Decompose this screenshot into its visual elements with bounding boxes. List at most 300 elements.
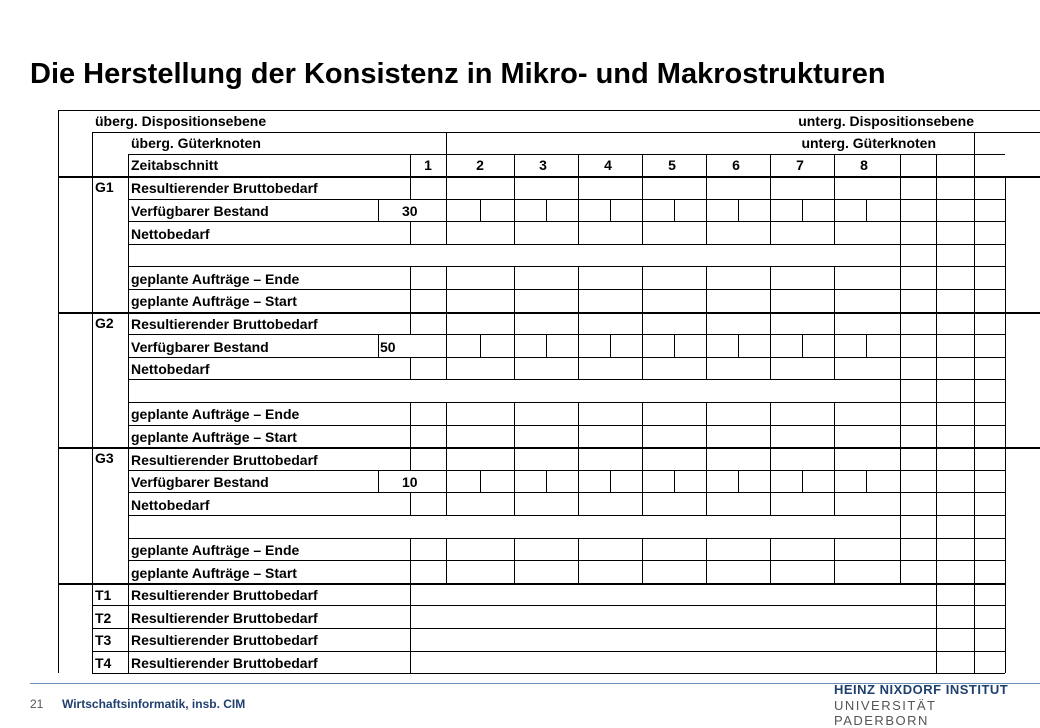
grid-line (834, 154, 835, 176)
grid-line (92, 605, 1005, 606)
grid-line (706, 425, 707, 448)
grid-line (58, 583, 1005, 585)
grid-line (936, 492, 937, 515)
grid-line (936, 199, 937, 222)
grid-line (974, 266, 975, 289)
period-header-7: 7 (796, 157, 804, 173)
grid-line (974, 515, 975, 538)
period-header-3: 3 (539, 157, 547, 173)
grid-line (514, 199, 515, 222)
grid-line (706, 221, 707, 244)
grid-line (706, 334, 707, 357)
grid-line (936, 470, 937, 493)
grid-line (446, 402, 447, 425)
footer-text: Wirtschaftsinformatik, insb. CIM (62, 697, 246, 711)
grid-line (936, 425, 937, 448)
row-label: Verfügbarer Bestand (131, 202, 269, 219)
grid-line (128, 605, 129, 628)
grid-line (446, 538, 447, 561)
grid-line (900, 470, 901, 493)
grid-line (642, 266, 643, 289)
grid-line (642, 447, 643, 470)
row-label: Nettobedarf (131, 361, 210, 378)
grid-line (446, 560, 447, 583)
grid-line (610, 470, 611, 493)
grid-line (866, 199, 867, 222)
grid-line (446, 221, 447, 244)
upper-node-label: überg. Güterknoten (131, 135, 261, 151)
grid-line (610, 199, 611, 222)
grid-line (514, 447, 515, 470)
grid-line (974, 334, 975, 357)
row-label: Resultierender Bruttobedarf (131, 315, 318, 332)
grid-line (410, 176, 411, 199)
grid-line (900, 447, 901, 470)
grid-line (410, 447, 411, 470)
row-label: geplante Aufträge – Ende (131, 406, 300, 423)
grid-line (936, 560, 937, 583)
row-label: Verfügbarer Bestand (131, 474, 269, 491)
grid-line (770, 447, 771, 470)
grid-line (128, 289, 1005, 290)
grid-line (446, 132, 447, 154)
grid-line (834, 357, 835, 380)
grid-line (514, 402, 515, 425)
grid-line (900, 583, 936, 585)
grid-line (974, 132, 975, 176)
grid-line (674, 334, 675, 357)
grid-line (834, 312, 835, 335)
grid-line (514, 357, 515, 380)
grid-line (936, 583, 937, 606)
row-label: geplante Aufträge – Start (131, 564, 297, 581)
part-id-t4: T4 (95, 654, 112, 671)
grid-line (642, 492, 643, 515)
grid-line (770, 538, 771, 561)
grid-line (936, 628, 937, 651)
grid-line (514, 266, 515, 289)
part-id-t2: T2 (95, 609, 112, 626)
grid-line (770, 312, 771, 335)
grid-line (834, 560, 835, 583)
grid-line (834, 447, 835, 470)
grid-line (974, 628, 975, 651)
lower-level-label: unterg. Dispositionsebene (798, 113, 974, 129)
grid-line (834, 266, 835, 289)
grid-line (936, 447, 937, 470)
grid-line (770, 176, 771, 199)
grid-line (706, 266, 707, 289)
grid-line (834, 334, 835, 357)
grid-line (514, 560, 515, 583)
grid-line (514, 492, 515, 515)
grid-line (900, 402, 901, 425)
page-title: Die Herstellung der Konsistenz in Mikro- und Makrostrukturen (30, 58, 886, 90)
grid-line (770, 266, 771, 289)
grid-line (802, 199, 803, 222)
grid-line (446, 492, 447, 515)
grid-line (92, 628, 1005, 629)
period-header-1: 1 (424, 157, 432, 173)
row-label: Resultierender Bruttobedarf (131, 587, 318, 604)
grid-line (834, 402, 835, 425)
grid-line (514, 176, 515, 199)
grid-line (974, 538, 975, 561)
period-header-5: 5 (668, 157, 676, 173)
grid-line (834, 425, 835, 448)
grid-line (706, 492, 707, 515)
grid-line (514, 154, 515, 176)
grid-line (128, 334, 1005, 335)
grid-line (546, 334, 547, 357)
row-label: Nettobedarf (131, 496, 210, 513)
institute-logo (834, 682, 1014, 728)
grid-line (834, 538, 835, 561)
grid-line (936, 289, 937, 312)
grid-line (128, 154, 129, 176)
grid-line (900, 289, 901, 312)
grid-line (410, 605, 411, 628)
grid-line (834, 470, 835, 493)
grid-line (410, 266, 411, 289)
grid-line (642, 221, 643, 244)
grid-line (128, 379, 1005, 380)
grid-line (514, 334, 515, 357)
grid-line (974, 244, 975, 267)
grid-line (770, 560, 771, 583)
grid-line (936, 357, 937, 380)
grid-line (974, 199, 975, 222)
grid-line (900, 176, 901, 199)
grid-line (936, 334, 937, 357)
grid-line (92, 132, 1040, 133)
group-id-g2: G2 (95, 314, 114, 331)
grid-line (610, 334, 611, 357)
grid-line (936, 176, 937, 199)
grid-line (642, 560, 643, 583)
grid-line (706, 199, 707, 222)
row-label: geplante Aufträge – Start (131, 293, 297, 310)
grid-line (578, 199, 579, 222)
grid-line (128, 357, 1005, 358)
grid-line (900, 515, 901, 538)
grid-line (128, 583, 129, 606)
grid-line (642, 425, 643, 448)
grid-line (578, 266, 579, 289)
grid-line (578, 470, 579, 493)
grid-line (128, 154, 1005, 155)
grid-line (480, 470, 481, 493)
row-label: Verfügbarer Bestand (131, 338, 269, 355)
grid-line (936, 244, 937, 267)
grid-line (900, 154, 901, 176)
grid-line (578, 492, 579, 515)
grid-line (578, 176, 579, 199)
grid-line (974, 492, 975, 515)
grid-line (378, 470, 379, 493)
grid-line (480, 199, 481, 222)
grid-line (770, 221, 771, 244)
row-label: Resultierender Bruttobedarf (131, 180, 318, 197)
grid-line (834, 492, 835, 515)
grid-line (446, 154, 447, 176)
grid-line (866, 334, 867, 357)
grid-line (974, 289, 975, 312)
grid-line (128, 447, 129, 583)
grid-line (378, 199, 379, 222)
grid-line (578, 334, 579, 357)
grid-line (936, 221, 937, 244)
grid-line (578, 560, 579, 583)
grid-line (900, 334, 901, 357)
grid-line (936, 538, 937, 561)
row-label: Resultierender Bruttobedarf (131, 632, 318, 649)
grid-line (128, 312, 129, 448)
grid-line (936, 402, 937, 425)
grid-line (642, 334, 643, 357)
grid-line (58, 176, 59, 673)
group-id-g1: G1 (95, 179, 114, 195)
grid-line (578, 357, 579, 380)
grid-line (974, 560, 975, 583)
grid-line (834, 176, 835, 199)
row-label: Resultierender Bruttobedarf (131, 654, 318, 671)
grid-line (974, 425, 975, 448)
grid-line (974, 379, 975, 402)
grid-line (410, 289, 411, 312)
grid-line (446, 199, 447, 222)
page-number: 21 (30, 697, 44, 711)
grid-line (738, 470, 739, 493)
grid-line (58, 110, 59, 176)
grid-line (770, 154, 771, 176)
grid-line (770, 492, 771, 515)
grid-line (642, 402, 643, 425)
grid-line (578, 312, 579, 335)
row-label: geplante Aufträge – Ende (131, 541, 300, 558)
period-header-8: 8 (860, 157, 868, 173)
grid-line (900, 425, 901, 448)
grid-line (446, 334, 447, 357)
grid-line (936, 312, 937, 335)
grid-line (642, 470, 643, 493)
grid-line (706, 154, 707, 176)
grid-line (128, 244, 1005, 245)
grid-line (834, 289, 835, 312)
grid-line (706, 538, 707, 561)
grid-line (410, 583, 411, 606)
grid-line (936, 651, 937, 674)
grid-line (738, 199, 739, 222)
lower-node-label: unterg. Güterknoten (801, 135, 936, 151)
grid-line (706, 289, 707, 312)
grid-line (546, 199, 547, 222)
grid-line (706, 470, 707, 493)
grid-line (446, 447, 447, 470)
logo-line-1: HEINZ NIXDORF INSTITUT (834, 682, 1009, 697)
grid-line (128, 266, 1005, 267)
grid-line (578, 402, 579, 425)
logo-line-2: UNIVERSITÄT PADERBORN (834, 698, 937, 728)
grid-line (802, 334, 803, 357)
grid-line (706, 447, 707, 470)
row-label: Resultierender Bruttobedarf (131, 451, 318, 468)
grid-line (900, 379, 901, 402)
grid-line (480, 334, 481, 357)
grid-line (410, 402, 411, 425)
grid-line (446, 266, 447, 289)
upper-level-label: überg. Dispositionsebene (95, 113, 267, 129)
part-id-t3: T3 (95, 632, 112, 649)
period-header-2: 2 (476, 157, 484, 173)
grid-line (128, 515, 1005, 516)
grid-line (974, 583, 975, 606)
grid-line (674, 470, 675, 493)
grid-line (410, 628, 411, 651)
grid-line (900, 312, 901, 335)
stock-value: 10 (402, 474, 418, 491)
grid-line (866, 470, 867, 493)
grid-line (974, 221, 975, 244)
grid-line (514, 312, 515, 335)
grid-line (410, 312, 411, 335)
grid-line (514, 470, 515, 493)
grid-line (92, 673, 1005, 674)
grid-line (770, 470, 771, 493)
grid-line (770, 425, 771, 448)
grid-line (802, 470, 803, 493)
grid-line (410, 492, 411, 515)
grid-line (974, 447, 975, 470)
grid-line (674, 199, 675, 222)
grid-line (514, 221, 515, 244)
grid-line (446, 425, 447, 448)
grid-line (410, 538, 411, 561)
grid-line (92, 651, 93, 674)
grid-line (706, 312, 707, 335)
grid-line (92, 605, 93, 628)
grid-line (446, 470, 447, 493)
grid-line (578, 447, 579, 470)
period-header-4: 4 (604, 157, 612, 173)
grid-line (1005, 176, 1006, 673)
grid-line (900, 357, 901, 380)
grid-line (770, 199, 771, 222)
grid-line (706, 402, 707, 425)
grid-line (446, 357, 447, 380)
grid-line (410, 560, 411, 583)
grid-line (900, 266, 901, 289)
row-label: Nettobedarf (131, 225, 210, 242)
grid-line (642, 199, 643, 222)
grid-line (378, 334, 379, 357)
grid-line (578, 425, 579, 448)
grid-line (578, 154, 579, 176)
stock-value: 50 (380, 338, 396, 355)
grid-line (92, 628, 93, 651)
grid-line (936, 266, 937, 289)
part-id-t1: T1 (95, 587, 112, 604)
grid-line (936, 379, 937, 402)
grid-line (770, 402, 771, 425)
grid-line (974, 605, 975, 628)
grid-line (900, 538, 901, 561)
grid-line (410, 651, 411, 674)
grid-line (706, 560, 707, 583)
grid-line (446, 176, 447, 199)
grid-line (92, 132, 93, 176)
grid-line (128, 470, 1005, 471)
grid-line (128, 628, 129, 651)
grid-line (900, 492, 901, 515)
grid-line (514, 289, 515, 312)
grid-line (974, 651, 975, 674)
period-label: Zeitabschnitt (131, 157, 219, 173)
grid-line (642, 289, 643, 312)
grid-line (128, 199, 1005, 200)
grid-line (770, 334, 771, 357)
grid-line (128, 402, 1005, 403)
grid-line (936, 515, 937, 538)
grid-line (900, 560, 901, 583)
grid-line (514, 425, 515, 448)
grid-line (92, 176, 93, 673)
grid-line (974, 357, 975, 380)
grid-line (446, 312, 447, 335)
grid-line (706, 357, 707, 380)
grid-line (92, 583, 93, 606)
grid-line (410, 154, 411, 176)
grid-line (128, 221, 1005, 222)
grid-line (128, 492, 1005, 493)
grid-line (514, 538, 515, 561)
grid-line (546, 470, 547, 493)
row-label: Resultierender Bruttobedarf (131, 609, 318, 626)
grid-line (936, 605, 937, 628)
grid-line (128, 176, 129, 312)
grid-line (974, 402, 975, 425)
grid-line (974, 470, 975, 493)
row-label: geplante Aufträge – Start (131, 428, 297, 445)
grid-line (900, 199, 901, 222)
grid-line (410, 425, 411, 448)
grid-line (92, 651, 1005, 652)
grid-line (128, 425, 1005, 426)
period-header-6: 6 (732, 157, 740, 173)
grid-line (410, 357, 411, 380)
grid-line (578, 538, 579, 561)
grid-line (834, 199, 835, 222)
grid-line (770, 289, 771, 312)
grid-line (738, 334, 739, 357)
row-label: geplante Aufträge – Ende (131, 270, 300, 287)
grid-line (900, 244, 901, 267)
grid-line (706, 176, 707, 199)
grid-line (446, 289, 447, 312)
grid-line (900, 221, 901, 244)
grid-line (58, 176, 1040, 178)
grid-line (642, 538, 643, 561)
grid-line (834, 221, 835, 244)
grid-line (974, 176, 975, 199)
grid-line (58, 447, 1040, 449)
grid-line (410, 221, 411, 244)
grid-line (58, 110, 1040, 111)
grid-line (128, 538, 1005, 539)
grid-line (128, 560, 1005, 561)
stock-value: 30 (402, 202, 418, 219)
group-id-g3: G3 (95, 450, 114, 467)
